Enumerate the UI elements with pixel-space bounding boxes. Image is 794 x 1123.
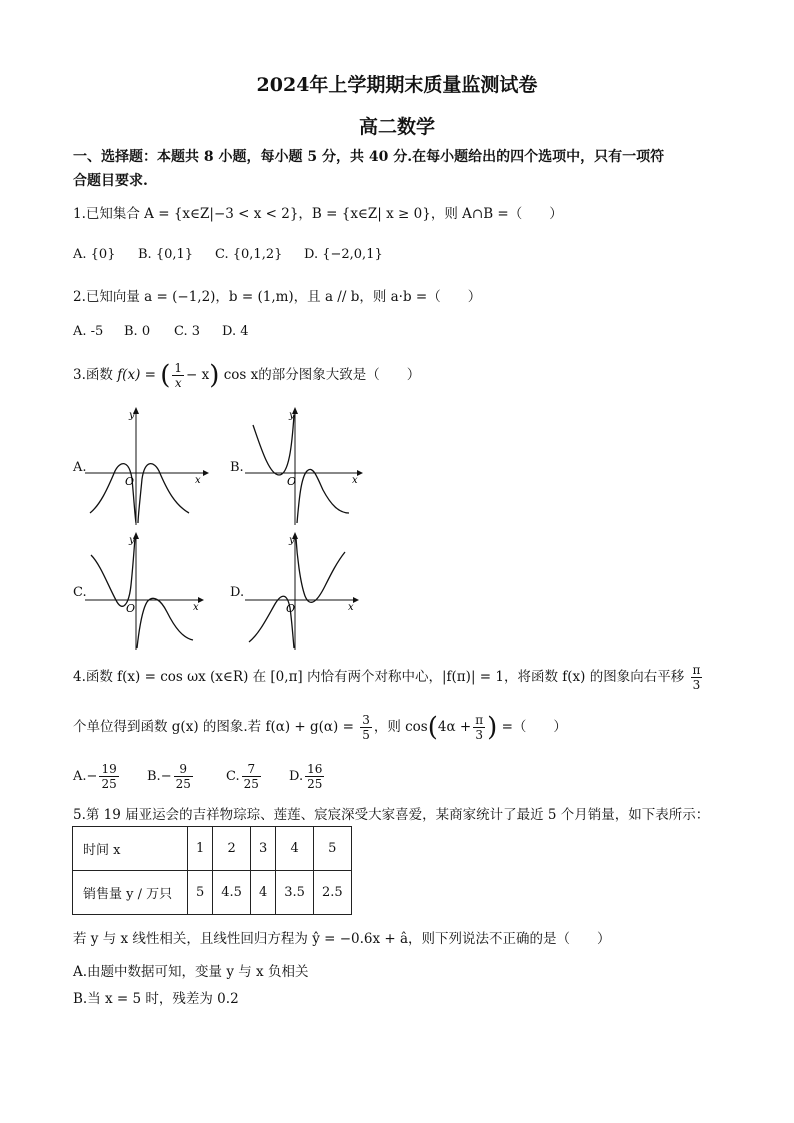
q4-inner: 4α + bbox=[437, 719, 472, 735]
graph-a-axis-x: x bbox=[195, 475, 201, 486]
q4-cond-num: 3 bbox=[362, 713, 370, 727]
q4-option-c-num: 7 bbox=[242, 762, 261, 777]
q5-after-table: 若 y 与 x 线性相关，且线性回归方程为 ŷ = −0.6x + â，则下列说法不正确的是（ ） bbox=[73, 931, 611, 947]
q2-option-d: D. 4 bbox=[222, 324, 249, 339]
q4-option-b-sign: − bbox=[160, 769, 172, 784]
q4-option-a-num: 19 bbox=[101, 762, 117, 776]
table-row-head-time: 时间 x bbox=[73, 827, 188, 871]
q4-shift-num: π bbox=[692, 663, 701, 677]
graph-d-axis-y: y bbox=[289, 535, 295, 546]
table-row-head-sales: 销售量 y / 万只 bbox=[73, 871, 188, 915]
q5-stem: 5.第 19 届亚运会的吉祥物琮琮、莲莲、宸宸深受大家喜爱，某商家统计了最近 5 个月销量，如下表所示： bbox=[73, 807, 710, 823]
q3-stem: 3.函数 f(x) = ( $\frac{1}{x}$ − x) cos x的部分图象大致是（ ） bbox=[73, 360, 421, 391]
section-heading-line1: 一、选择题：本题共 8 小题，每小题 5 分，共 40 分.在每小题给出的四个选项中，只有一项符 bbox=[73, 149, 665, 165]
exam-subject: 高二数学 bbox=[358, 116, 435, 138]
graph-c-origin: O bbox=[126, 602, 136, 615]
q3-fraction bbox=[172, 361, 184, 390]
q1-stem: 1.已知集合 A = {x∈Z|−3 < x < 2}，B = {x∈Z| x ≥ 0}，则 A∩B =（ ） bbox=[73, 206, 563, 222]
q4-cond-den: 5 bbox=[362, 728, 370, 742]
table-cell: 3.5 bbox=[276, 871, 314, 915]
q3-frac-den: x bbox=[174, 376, 182, 390]
q2-stem: 2.已知向量 a = (−1,2)，b = (1,m)，且 a // b，则 a·b =（ ） bbox=[73, 289, 482, 305]
q1-option-c: C. {0,1,2} bbox=[215, 247, 283, 262]
graph-a-origin: O bbox=[125, 475, 135, 488]
graph-d-origin: O bbox=[286, 602, 296, 615]
q4-option-a-den: 25 bbox=[101, 777, 117, 791]
q4-line2: 个单位得到函数 g(x) 的图象.若 f(α) + g(α) = $\frac{3}{5}$ ，则 cos(4α + $\frac{\pi}{3}$ ) =（ ） bbox=[73, 712, 567, 743]
q4-shift-den: 3 bbox=[692, 678, 701, 692]
q4-option-d-num: 16 bbox=[307, 762, 323, 776]
q4-option-a bbox=[73, 762, 121, 791]
q4-option-c-den: 25 bbox=[243, 777, 259, 791]
table-cell: 2 bbox=[213, 827, 251, 871]
table-row bbox=[73, 827, 352, 871]
q2-option-b: B. 0 bbox=[124, 324, 151, 339]
graph-b-axis-x: x bbox=[352, 475, 358, 486]
q4-option-c bbox=[226, 762, 263, 791]
table-cell: 4.5 bbox=[213, 871, 251, 915]
q4-option-d-label: D. bbox=[289, 769, 304, 784]
table-cell: 2.5 bbox=[313, 871, 351, 915]
graph-a-axis-y: y bbox=[129, 410, 135, 421]
q4-cond-fraction bbox=[360, 713, 372, 742]
q5-sales-table bbox=[72, 826, 352, 915]
q2-option-a: A. -5 bbox=[73, 324, 104, 339]
q3-func-tail: − x bbox=[186, 367, 210, 383]
table-row bbox=[73, 871, 352, 915]
q4-shift-fraction bbox=[691, 663, 703, 692]
q4-option-a-value bbox=[99, 762, 118, 791]
q4-option-d-value bbox=[305, 762, 324, 791]
q4-option-b-num: 9 bbox=[174, 762, 193, 777]
graph-d bbox=[245, 530, 365, 650]
table-cell: 5 bbox=[188, 871, 213, 915]
graph-a bbox=[85, 405, 210, 525]
q3-func: f(x) = bbox=[117, 367, 156, 383]
q4-option-b bbox=[147, 762, 195, 791]
q4-option-a-sign: − bbox=[86, 769, 98, 784]
graph-c-axis-x: x bbox=[193, 602, 199, 613]
q3-prefix: 3.函数 bbox=[73, 367, 113, 383]
q1-option-b: B. {0,1} bbox=[138, 247, 194, 262]
section-heading-line2: 合题目要求. bbox=[73, 173, 148, 189]
q4-option-b-value bbox=[174, 762, 193, 791]
graph-b-label: B. bbox=[230, 460, 244, 475]
q3-frac-num: 1 bbox=[174, 361, 183, 375]
q3-cos: cos x bbox=[223, 367, 259, 383]
q4-line1 bbox=[73, 662, 704, 692]
q1-option-d: D. {−2,0,1} bbox=[304, 247, 383, 262]
q1-option-a: A. {0} bbox=[73, 247, 116, 262]
table-cell: 4 bbox=[250, 871, 275, 915]
graph-b-origin: O bbox=[287, 475, 297, 488]
graph-d-axis-x: x bbox=[348, 602, 354, 613]
table-cell: 3 bbox=[250, 827, 275, 871]
graph-a-label: A. bbox=[73, 460, 87, 475]
q4-line2-mid: ，则 cos bbox=[373, 719, 428, 735]
table-cell: 5 bbox=[313, 827, 351, 871]
q4-inner-fraction bbox=[473, 713, 485, 742]
graph-b-axis-y: y bbox=[289, 410, 295, 421]
q2-option-c: C. 3 bbox=[174, 324, 201, 339]
graph-c bbox=[85, 530, 210, 650]
q4-inner-den: 3 bbox=[475, 728, 483, 742]
q5-option-a: A.由题中数据可知，变量 y 与 x 负相关 bbox=[73, 964, 309, 980]
q4-option-c-label: C. bbox=[226, 769, 240, 784]
q4-line1-text: 4.函数 f(x) = cos ωx (x∈R) 在 [0,π] 内恰有两个对称中心，|f(π)| = 1，将函数 f(x) 的图象向右平移 bbox=[73, 669, 685, 685]
q5-option-b: B.当 x = 5 时，残差为 0.2 bbox=[73, 991, 239, 1007]
table-cell: 1 bbox=[188, 827, 213, 871]
graph-b bbox=[245, 405, 365, 525]
q4-line2-text: 个单位得到函数 g(x) 的图象.若 f(α) + g(α) = bbox=[73, 719, 354, 735]
graph-c-label: C. bbox=[73, 585, 87, 600]
graph-c-axis-y: y bbox=[129, 535, 135, 546]
q4-line2-end: =（ ） bbox=[501, 719, 567, 735]
graph-d-label: D. bbox=[230, 585, 245, 600]
q4-option-d bbox=[289, 762, 326, 791]
q4-option-a-label: A. bbox=[73, 769, 87, 784]
q4-option-c-value bbox=[242, 762, 261, 791]
q4-inner-num: π bbox=[475, 713, 484, 727]
exam-title: 2024年上学期期末质量监测试卷 bbox=[256, 74, 538, 96]
q4-option-d-den: 25 bbox=[307, 777, 323, 791]
q4-option-b-label: B. bbox=[147, 769, 161, 784]
q3-suffix: 的部分图象大致是（ ） bbox=[258, 367, 421, 383]
table-cell: 4 bbox=[276, 827, 314, 871]
q4-option-b-den: 25 bbox=[175, 777, 191, 791]
